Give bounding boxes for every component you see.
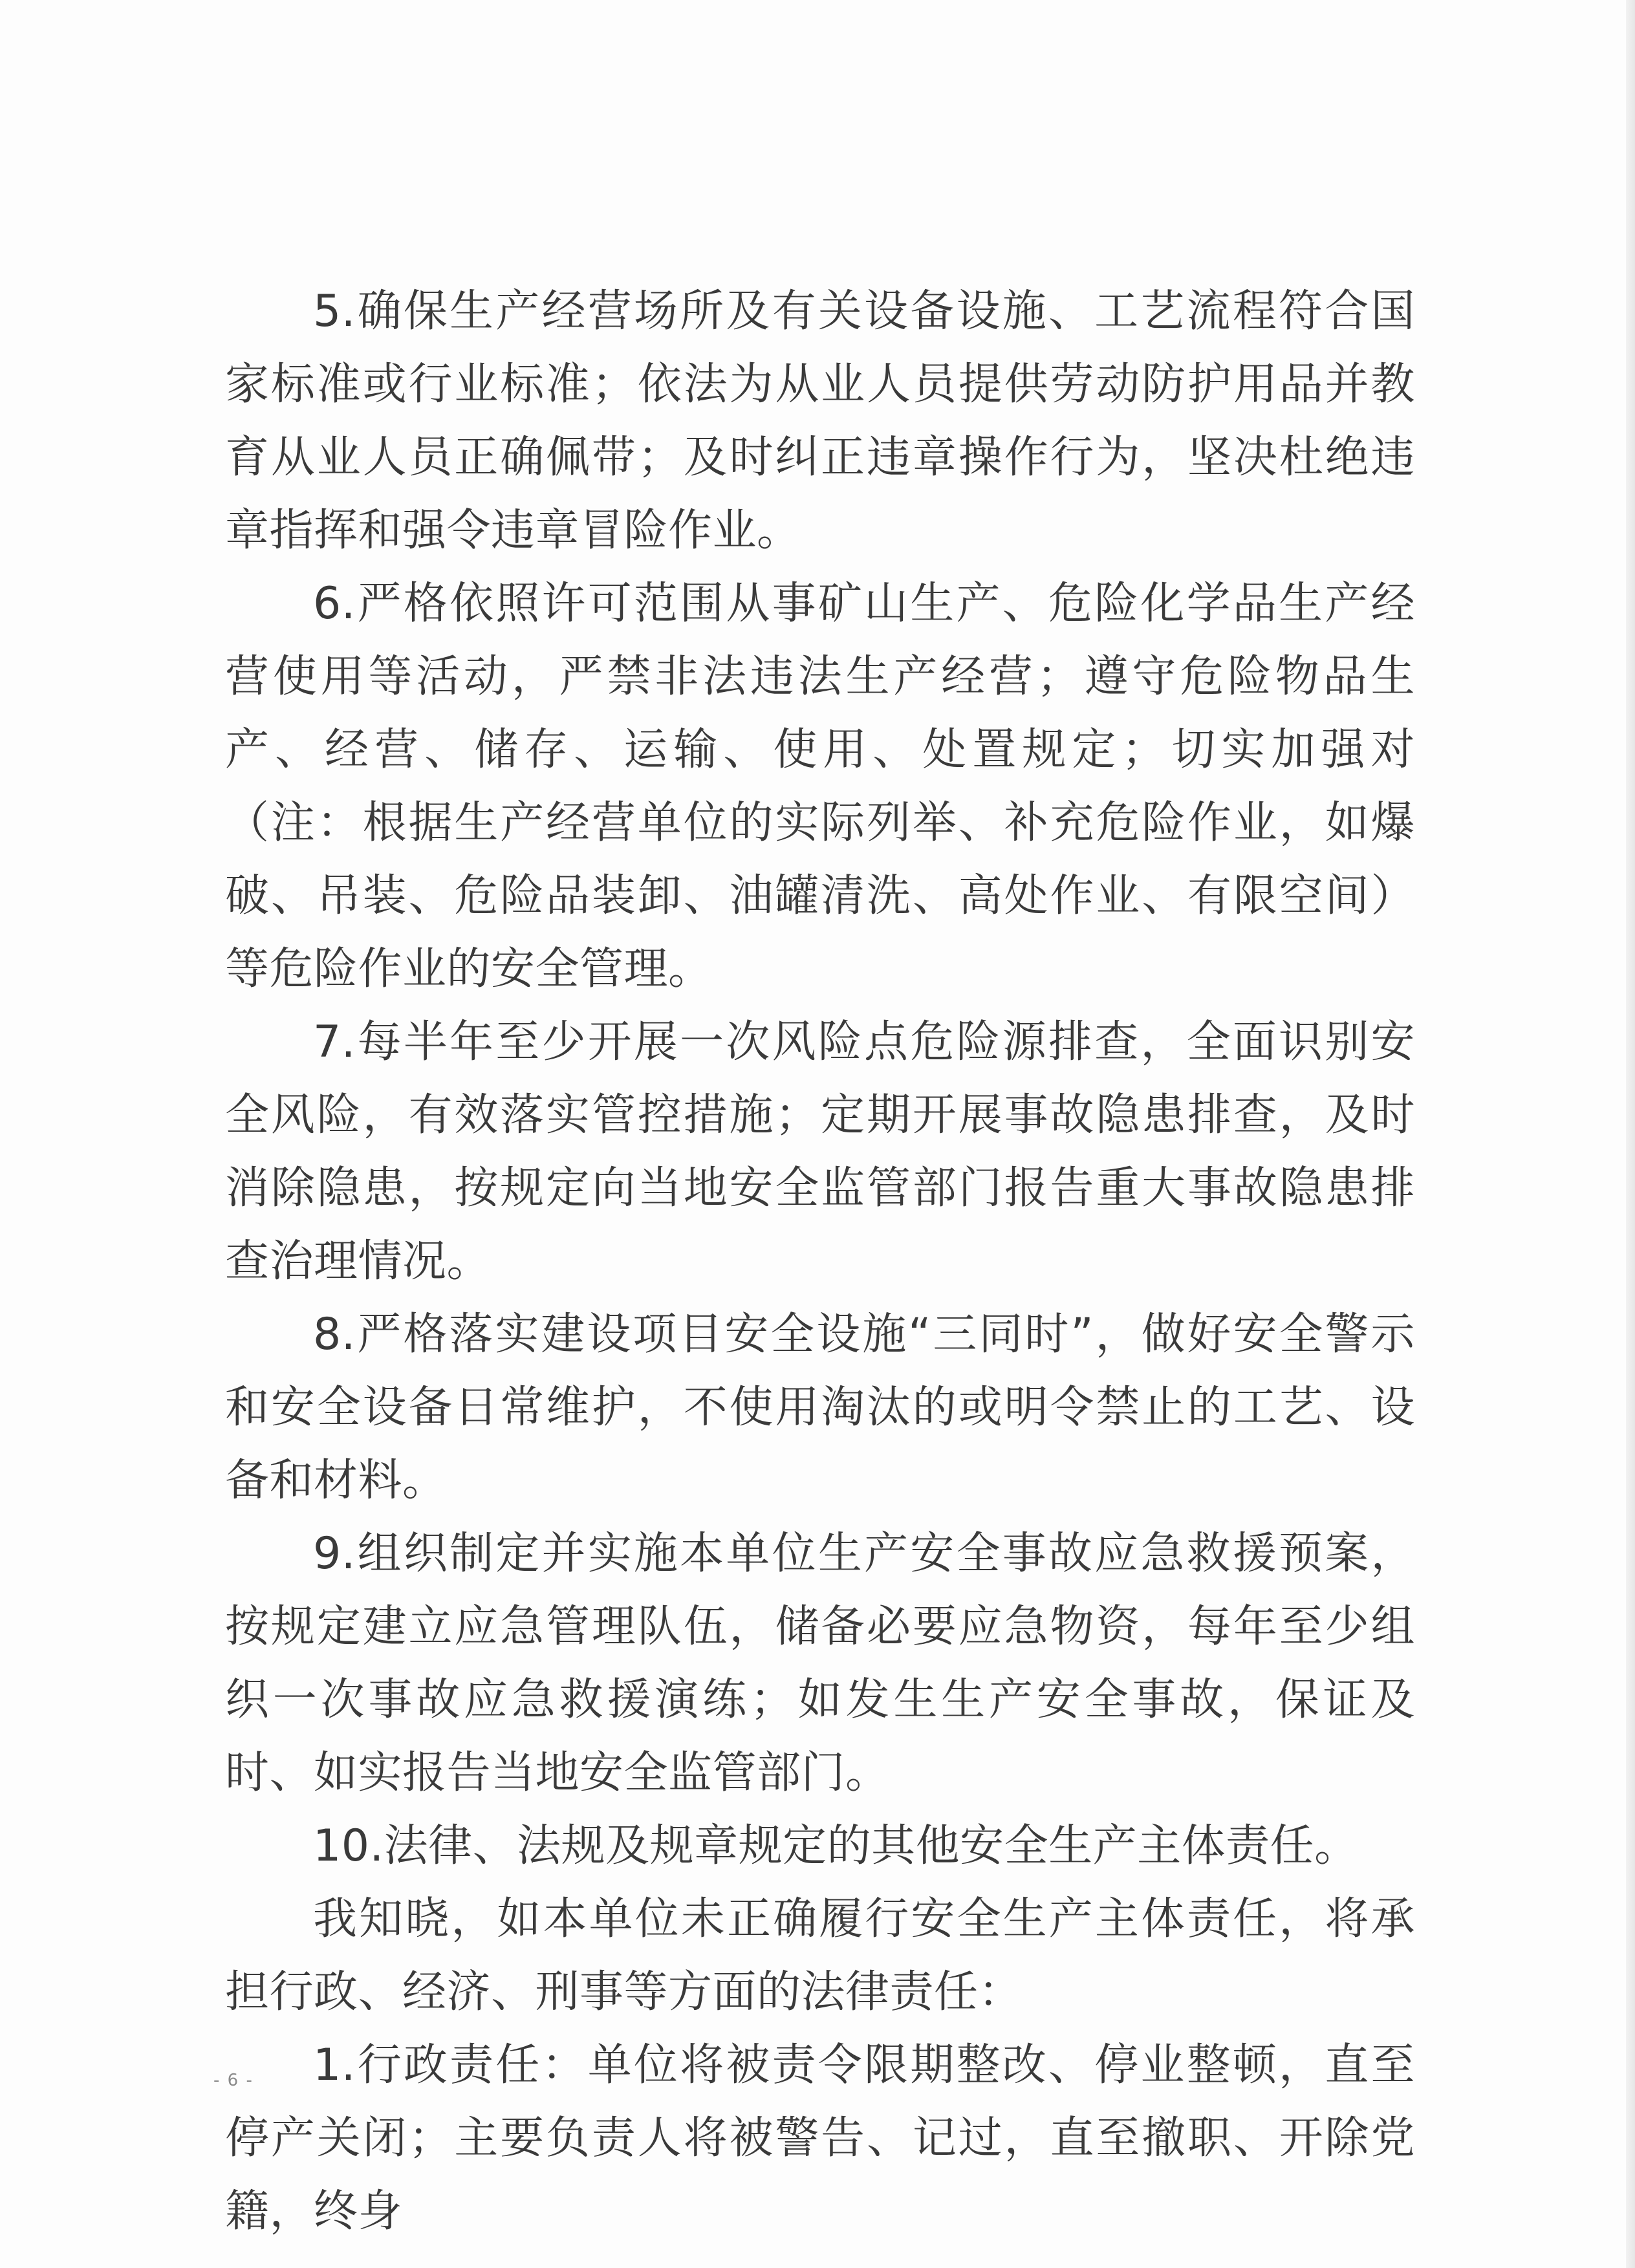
scan-edge <box>1626 0 1635 2268</box>
paragraph-item-9: 9.组织制定并实施本单位生产安全事故应急救援预案，按规定建立应急管理队伍，储备必要应急物资，每年至少组织一次事故应急救援演练；如发生生产安全事故，保证及时、如实报告当地安全监管部门。 <box>225 1528 1415 1798</box>
paragraph-item-8: 8.严格落实建设项目安全设施“三同时”，做好安全警示和安全设备日常维护，不使用淘汰的或明令禁止的工艺、设备和材料。 <box>225 1309 1415 1506</box>
paragraph-item-6: 6.严格依照许可范围从事矿山生产、危险化学品生产经营使用等活动，严禁非法违法生产经营；遵守危险物品生产、经营、储存、运输、使用、处置规定；切实加强对（注：根据生产经营单位的实际列举、补充危险作业，如爆破、吊装、危险品装卸、油罐清洗、高处作业、有限空间）等危险作业的安全管理。 <box>225 578 1415 995</box>
paragraph-item-5: 5.确保生产经营场所及有关设备设施、工艺流程符合国家标准或行业标准；依法为从业人员提供劳动防护用品并教育从业人员正确佩带；及时纠正违章操作行为，坚决杜绝违章指挥和强令违章冒险作业。 <box>225 286 1415 556</box>
page-number: - 6 - <box>213 2071 254 2090</box>
document-body <box>225 275 1415 2248</box>
paragraph-item-10: 10.法律、法规及规章规定的其他安全生产主体责任。 <box>313 1820 1359 1872</box>
paragraph-acknowledgement: 我知晓，如本单位未正确履行安全生产主体责任，将承担行政、经济、刑事等方面的法律责任： <box>225 1894 1415 2018</box>
paragraph-item-7: 7.每半年至少开展一次风险点危险源排查，全面识别安全风险，有效落实管控措施；定期开展事故隐患排查，及时消除隐患，按规定向当地安全监管部门报告重大事故隐患排查治理情况。 <box>225 1017 1415 1287</box>
paragraph-administrative-liability: 1.行政责任：单位将被责令限期整改、停业整顿，直至停产关闭；主要负责人将被警告、记过，直至撤职、开除党籍，终身 <box>225 2040 1415 2237</box>
